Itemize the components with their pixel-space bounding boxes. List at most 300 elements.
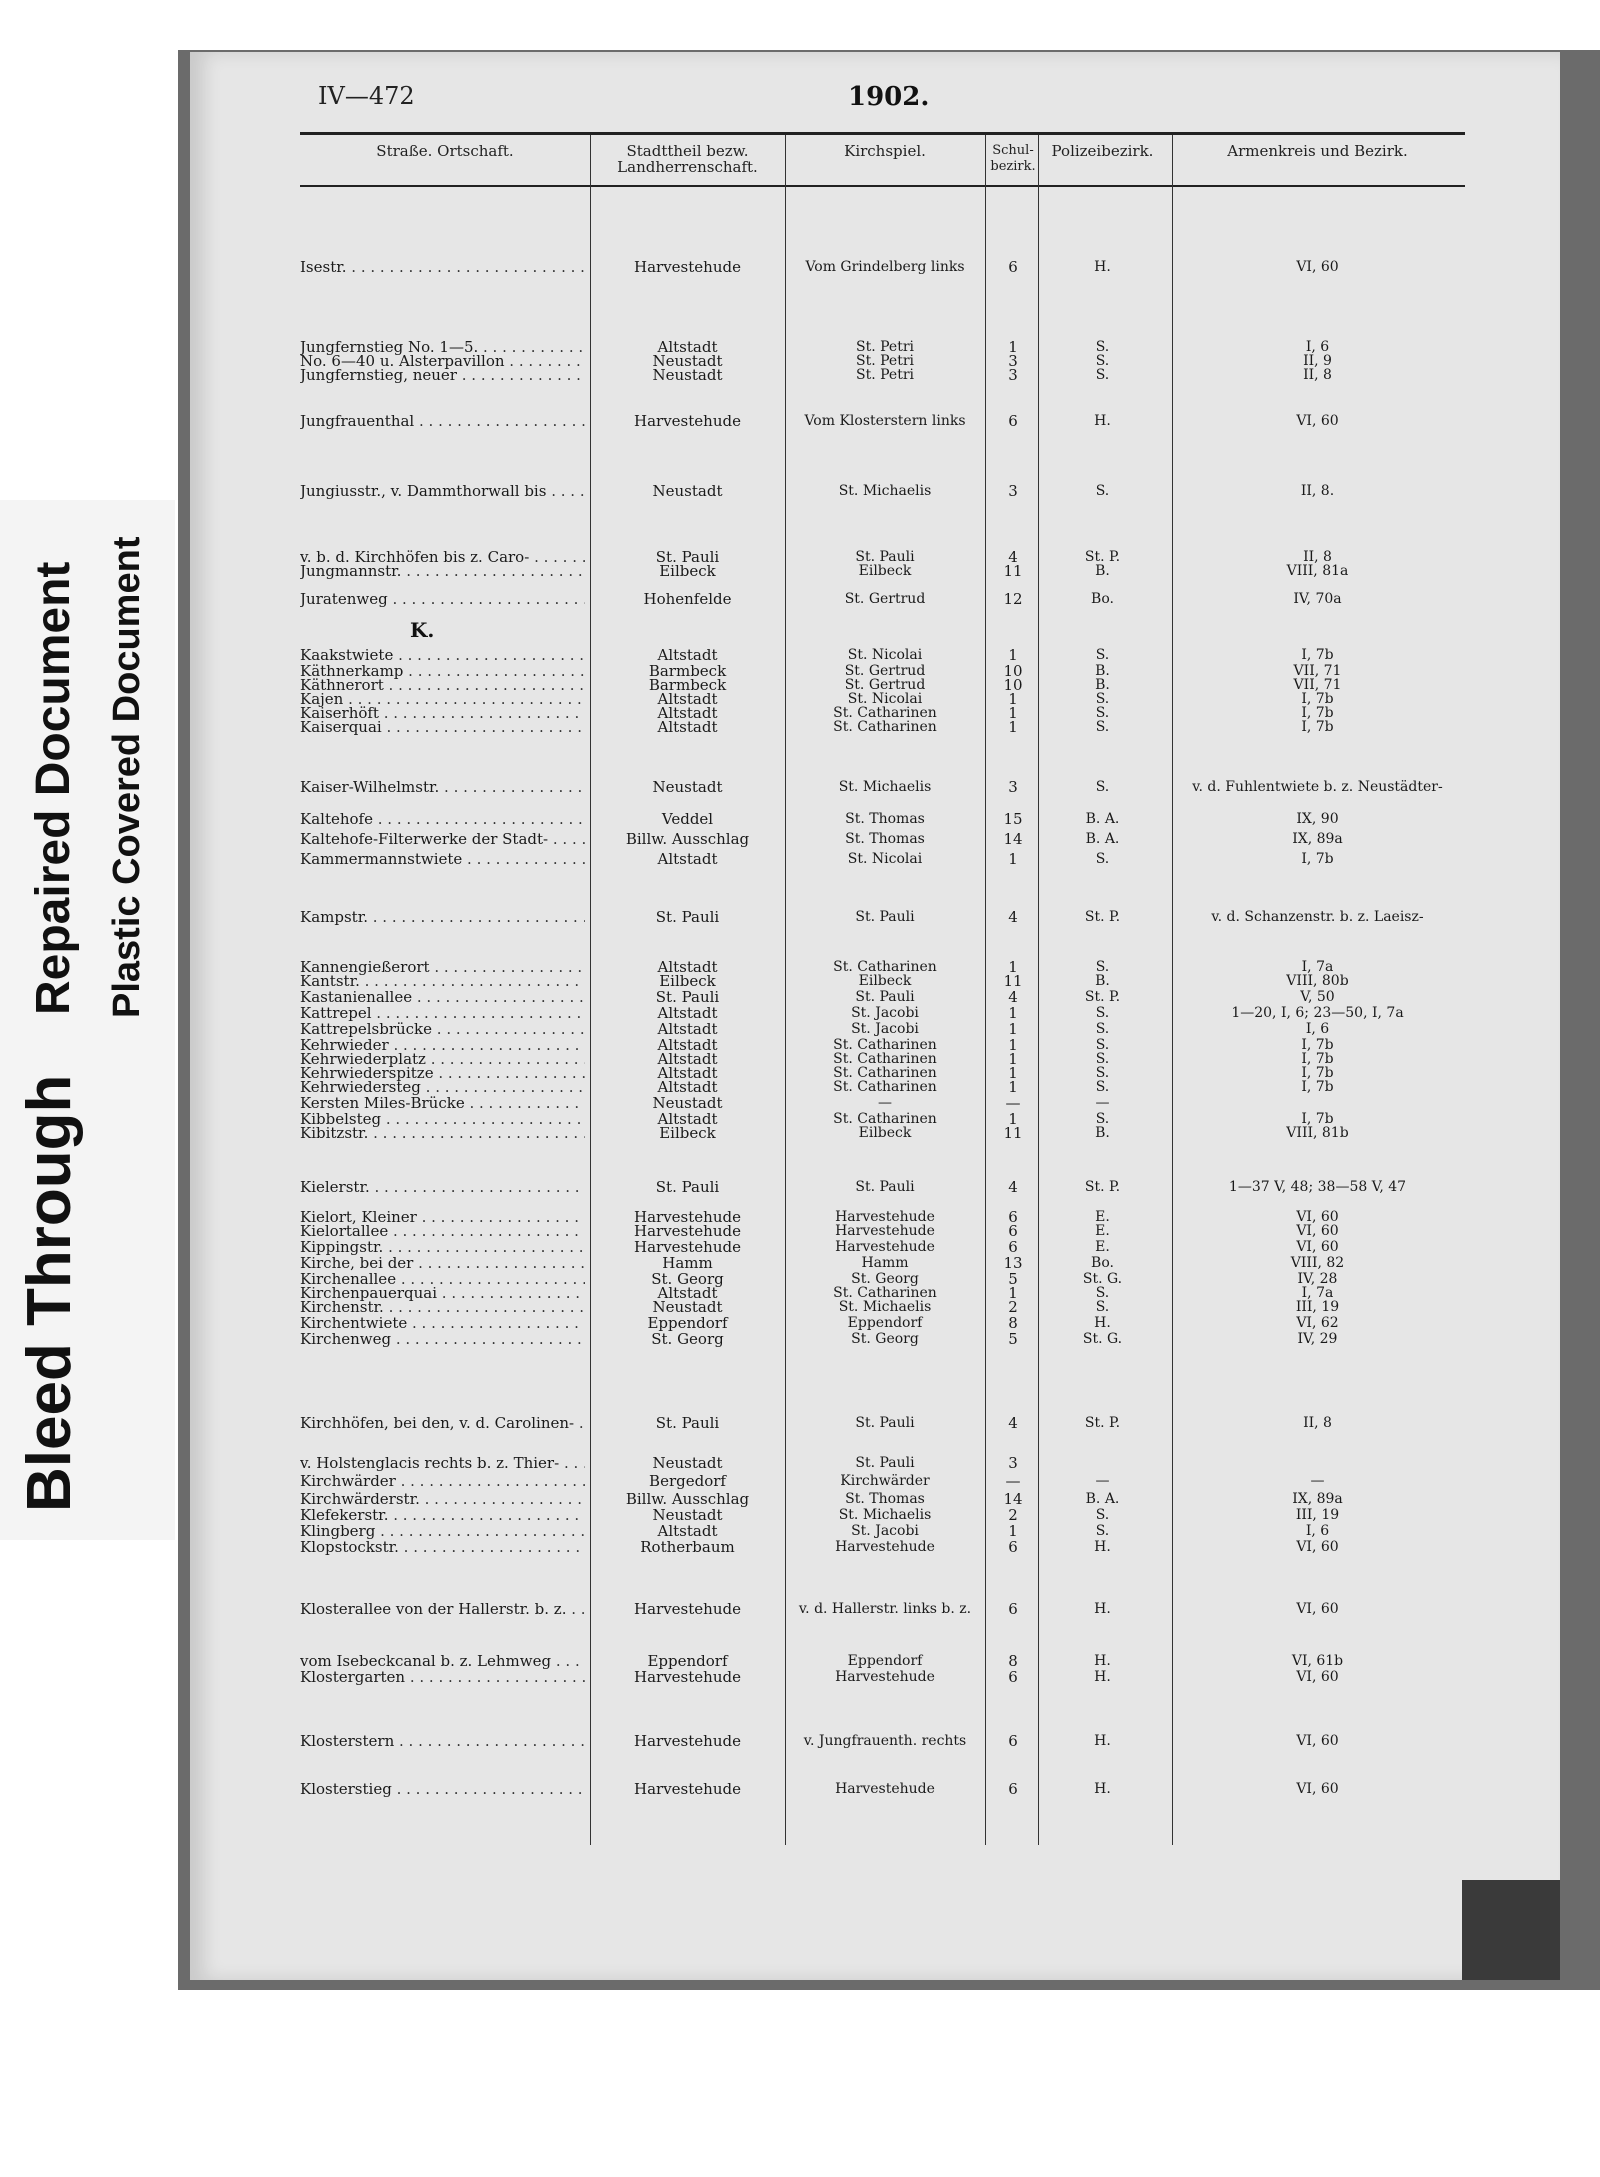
table-row <box>300 1732 1465 1750</box>
scan-edge-strip <box>1462 1880 1560 1980</box>
cell-parish: St. Pauli <box>855 1179 915 1195</box>
cell-police: Bo. <box>1091 591 1114 607</box>
cell-circle: V, 50 <box>1300 989 1335 1005</box>
cell-police: B. A. <box>1085 811 1120 827</box>
header-police: Polizeibezirk. <box>1051 142 1154 160</box>
cell-circle: IV, 70a <box>1293 591 1342 607</box>
bleed-through-label: Bleed Through <box>15 1074 84 1512</box>
cell-police: St. P. <box>1084 989 1121 1005</box>
cell-police: H. <box>1094 1601 1111 1617</box>
cell-district: St. Georg <box>651 1330 724 1348</box>
cell-police: S. <box>1095 779 1110 795</box>
cell-street: Kampstr. . . . <box>300 908 585 926</box>
cell-circle: II, 8 <box>1303 367 1332 383</box>
cell-circle: II, 9 <box>1303 353 1332 369</box>
cell-school: 6 <box>1008 1208 1018 1226</box>
cell-street: Kirchenweg . . . <box>300 1330 585 1348</box>
cell-circle: II, 8 <box>1303 1415 1332 1431</box>
cell-school: 1 <box>1008 704 1018 722</box>
cell-district: Altstadt <box>657 1522 718 1540</box>
cell-parish: Eppendorf <box>847 1653 923 1669</box>
cell-district: Neustadt <box>652 352 723 370</box>
cell-district: Altstadt <box>657 1020 718 1038</box>
cell-district: Neustadt <box>652 778 723 796</box>
cell-parish: Eilbeck <box>858 1125 912 1141</box>
cell-circle: I, 7b <box>1301 1037 1334 1053</box>
cell-district: Harvestehude <box>634 1222 741 1240</box>
cell-parish: Hamm <box>861 1255 909 1271</box>
cell-parish: St. Thomas <box>845 831 925 847</box>
cell-circle: IX, 90 <box>1296 811 1339 827</box>
cell-school: 5 <box>1008 1330 1018 1348</box>
cell-police: H. <box>1094 259 1111 275</box>
header-parish: Kirchspiel. <box>844 142 926 160</box>
cell-district: Eppendorf <box>647 1652 728 1670</box>
cell-district: Barmbeck <box>648 676 727 694</box>
cell-circle: II, 8. <box>1300 483 1335 499</box>
table-row <box>300 1668 1465 1686</box>
cell-street: Jungfrauenthal . . . <box>300 412 585 430</box>
cell-circle: IX, 89a <box>1292 1491 1343 1507</box>
cell-school: 1 <box>1008 338 1018 356</box>
cell-police: B. <box>1095 973 1110 989</box>
cell-circle: VI, 60 <box>1296 1539 1339 1555</box>
cell-district: Neustadt <box>652 366 723 384</box>
cell-circle: I, 7b <box>1301 647 1334 663</box>
cell-school: 4 <box>1008 548 1018 566</box>
page-header <box>318 82 1468 122</box>
cell-district: Harvestehude <box>634 258 741 276</box>
header-street: Straße. Ortschaft. <box>376 142 514 160</box>
cell-district: Altstadt <box>657 1284 718 1302</box>
cell-school: 1 <box>1008 850 1018 868</box>
cell-parish: St. Catharinen <box>833 1285 937 1301</box>
cell-district: St. Pauli <box>655 1414 720 1432</box>
cell-school: 1 <box>1008 718 1018 736</box>
cell-circle: VI, 60 <box>1296 1239 1339 1255</box>
cell-police: B. <box>1095 563 1110 579</box>
cell-district: Altstadt <box>657 1050 718 1068</box>
cell-circle: VI, 60 <box>1296 1733 1339 1749</box>
cell-district: Billw. Ausschlag <box>625 1490 750 1508</box>
cell-district: Barmbeck <box>648 662 727 680</box>
table-row <box>300 718 1465 736</box>
cell-parish: Eilbeck <box>858 563 912 579</box>
cell-police: B. <box>1095 663 1110 679</box>
header-district: Stadttheil bezw. Landherrenschaft. <box>617 142 758 176</box>
cell-circle: VI, 60 <box>1296 1669 1339 1685</box>
cell-parish: St. Catharinen <box>833 1037 937 1053</box>
header-circle: Armenkreis und Bezirk. <box>1227 142 1408 160</box>
cell-police: St. P. <box>1084 549 1121 565</box>
cell-police: S. <box>1095 1285 1110 1301</box>
cell-parish: St. Thomas <box>845 1491 925 1507</box>
cell-street: Kirchwärderstr. . . . <box>300 1490 585 1508</box>
cell-street: Kaltehofe-Filterwerke der Stadt- . . . <box>300 830 585 848</box>
cell-parish: Harvestehude <box>835 1669 935 1685</box>
cell-parish: St. Jacobi <box>851 1021 919 1037</box>
cell-street: Kaiser-Wilhelmstr. . . . <box>300 778 585 796</box>
cell-parish: Harvestehude <box>835 1209 935 1225</box>
cell-school: 6 <box>1008 1222 1018 1240</box>
cell-street: Klosterstern . . . <box>300 1732 585 1750</box>
cell-police: S. <box>1095 1065 1110 1081</box>
cell-circle: VIII, 81b <box>1286 1125 1349 1141</box>
cell-parish: St. Pauli <box>855 1455 915 1471</box>
cell-district: Harvestehude <box>634 1732 741 1750</box>
cell-street: Kielortallee . . . <box>300 1222 585 1240</box>
cell-police: S. <box>1095 647 1110 663</box>
cell-district: Harvestehude <box>634 1668 741 1686</box>
cell-street: Kattrepel . . . <box>300 1004 585 1022</box>
cell-police: S. <box>1095 353 1110 369</box>
table-row <box>300 908 1465 926</box>
cell-parish: St. Nicolai <box>847 851 923 867</box>
cell-street: Kirchwärder . . . <box>300 1472 585 1490</box>
cell-district: Harvestehude <box>634 1238 741 1256</box>
table-row <box>300 1454 1465 1472</box>
cell-school: 1 <box>1008 646 1018 664</box>
cell-circle: I, 7b <box>1301 1079 1334 1095</box>
cell-street: Kehrwieder . . . <box>300 1036 585 1054</box>
cell-street: Kirchenstr. . . . <box>300 1298 585 1316</box>
cell-street: Jungfernstieg No. 1—5. . . . <box>300 338 585 356</box>
cell-district: Eilbeck <box>659 562 716 580</box>
cell-street: Jungmannstr. . . . <box>300 562 585 580</box>
cell-street: Kirchhöfen, bei den, v. d. Carolinen- . . . <box>300 1414 585 1432</box>
cell-street: Kirchentwiete . . . <box>300 1314 585 1332</box>
cell-district: Altstadt <box>657 690 718 708</box>
cell-parish: Vom Klosterstern links <box>804 413 966 429</box>
cell-district: Harvestehude <box>634 412 741 430</box>
cell-police: S. <box>1095 1111 1110 1127</box>
table-row <box>300 1472 1465 1490</box>
cell-parish: St. Catharinen <box>833 719 937 735</box>
cell-district: Neustadt <box>652 1454 723 1472</box>
cell-circle: I, 7a <box>1301 1285 1334 1301</box>
cell-district: Hamm <box>662 1254 713 1272</box>
cell-parish: v. Jungfrauenth. rechts <box>803 1733 967 1749</box>
cell-parish: St. Catharinen <box>833 1051 937 1067</box>
cell-street: Kaiserquai . . . <box>300 718 585 736</box>
cell-police: B. <box>1095 1125 1110 1141</box>
cell-parish: Kirchwärder <box>840 1473 930 1489</box>
plastic-covered-label: Plastic Covered Document <box>106 536 148 1018</box>
cell-school: 6 <box>1008 412 1018 430</box>
cell-police: S. <box>1095 1523 1110 1539</box>
cell-circle: IV, 29 <box>1297 1331 1338 1347</box>
cell-police: — <box>1095 1095 1110 1111</box>
cell-school: 6 <box>1008 1238 1018 1256</box>
page-number: IV—472 <box>318 82 415 110</box>
cell-police: H. <box>1094 1669 1111 1685</box>
cell-school: 1 <box>1008 1064 1018 1082</box>
cell-street: Kannengießerort . . . <box>300 958 585 976</box>
cell-parish: St. Catharinen <box>833 1079 937 1095</box>
cell-school: 6 <box>1008 1780 1018 1798</box>
cell-parish: St. Michaelis <box>838 1507 932 1523</box>
cell-school: 2 <box>1008 1298 1018 1316</box>
sidebar-labels <box>0 0 180 2177</box>
repaired-document-label: Repaired Document <box>27 561 80 1015</box>
cell-parish: St. Petri <box>856 353 914 369</box>
cell-circle: I, 6 <box>1305 1021 1330 1037</box>
cell-school: 11 <box>1003 1124 1023 1142</box>
cell-street: No. 6—40 u. Alsterpavillon . . . <box>300 352 585 370</box>
cell-police: S. <box>1095 719 1110 735</box>
cell-police: S. <box>1095 1005 1110 1021</box>
cell-parish: St. Gertrud <box>844 663 926 679</box>
cell-parish: St. Pauli <box>855 909 915 925</box>
cell-police: B. A. <box>1085 1491 1120 1507</box>
cell-police: H. <box>1094 1653 1111 1669</box>
cell-street: v. Holstenglacis rechts b. z. Thier- . . . <box>300 1454 585 1472</box>
table-row <box>300 1414 1465 1432</box>
cell-street: Kaiserhöft . . . <box>300 704 585 722</box>
cell-street: Kajen . . . <box>300 690 585 708</box>
cell-parish: St. Thomas <box>845 811 925 827</box>
cell-school: 5 <box>1008 1270 1018 1288</box>
table-row <box>300 810 1465 828</box>
cell-district: Altstadt <box>657 338 718 356</box>
cell-street: Kehrwiederspitze . . . <box>300 1064 585 1082</box>
cell-parish: v. d. Hallerstr. links b. z. <box>798 1601 972 1617</box>
table-row <box>300 590 1465 608</box>
cell-street: Kammermannstwiete . . . <box>300 850 585 868</box>
table-row <box>300 778 1465 796</box>
cell-circle: I, 7b <box>1301 1065 1334 1081</box>
cell-school: 1 <box>1008 1078 1018 1096</box>
cell-school: 6 <box>1008 1538 1018 1556</box>
cell-circle: 1—37 V, 48; 38—58 V, 47 <box>1228 1179 1407 1195</box>
cell-circle: I, 6 <box>1305 1523 1330 1539</box>
table-row <box>300 1124 1465 1142</box>
cell-circle: VI, 60 <box>1296 413 1339 429</box>
cell-circle: VIII, 81a <box>1286 563 1349 579</box>
cell-circle: III, 19 <box>1295 1507 1340 1523</box>
cell-school: 14 <box>1003 1490 1023 1508</box>
cell-street: Kastanienallee . . . <box>300 988 585 1006</box>
cell-street: Jungfernstieg, neuer . . . <box>300 366 585 384</box>
cell-district: Neustadt <box>652 1506 723 1524</box>
cell-district: Billw. Ausschlag <box>625 830 750 848</box>
cell-school: 8 <box>1008 1652 1018 1670</box>
cell-circle: I, 7b <box>1301 719 1334 735</box>
cell-parish: St. Catharinen <box>833 705 937 721</box>
cell-circle: VI, 60 <box>1296 1601 1339 1617</box>
table-row <box>300 1538 1465 1556</box>
cell-parish: Eppendorf <box>847 1315 923 1331</box>
cell-parish: Eilbeck <box>858 973 912 989</box>
cell-police: St. G. <box>1082 1331 1123 1347</box>
cell-district: Rotherbaum <box>640 1538 735 1556</box>
cell-school: 10 <box>1003 662 1023 680</box>
cell-street: Kielort, Kleiner . . . <box>300 1208 585 1226</box>
cell-street: Kippingstr. . . . <box>300 1238 585 1256</box>
cell-circle: I, 7a <box>1301 959 1334 975</box>
cell-police: S. <box>1095 1507 1110 1523</box>
cell-school: 10 <box>1003 676 1023 694</box>
cell-parish: St. Michaelis <box>838 779 932 795</box>
cell-street: Käthnerkamp . . . <box>300 662 585 680</box>
cell-circle: VIII, 82 <box>1290 1255 1345 1271</box>
cell-circle: VI, 60 <box>1296 1781 1339 1797</box>
cell-circle: VI, 60 <box>1296 259 1339 275</box>
cell-school: 11 <box>1003 972 1023 990</box>
cell-school: 3 <box>1008 366 1018 384</box>
cell-street: Klefekerstr. . . . <box>300 1506 585 1524</box>
cell-police: S. <box>1095 691 1110 707</box>
cell-parish: St. Jacobi <box>851 1005 919 1021</box>
cell-school: 13 <box>1003 1254 1023 1272</box>
cell-circle: VI, 60 <box>1296 1209 1339 1225</box>
cell-street: Juratenweg . . . <box>300 590 585 608</box>
cell-parish: St. Michaelis <box>838 1299 932 1315</box>
cell-school: 14 <box>1003 830 1023 848</box>
cell-circle: I, 6 <box>1305 339 1330 355</box>
cell-street: Kibitzstr. . . . <box>300 1124 585 1142</box>
cell-street: v. b. d. Kirchhöfen bis z. Caro- . . . <box>300 548 585 566</box>
cell-circle: I, 7b <box>1301 705 1334 721</box>
cell-district: Altstadt <box>657 958 718 976</box>
cell-school: 1 <box>1008 1284 1018 1302</box>
cell-street: Kibbelsteg . . . <box>300 1110 585 1128</box>
cell-school: 12 <box>1003 590 1023 608</box>
cell-parish: St. Catharinen <box>833 1065 937 1081</box>
cell-school: 1 <box>1008 1522 1018 1540</box>
cell-police: S. <box>1095 1021 1110 1037</box>
cell-district: Harvestehude <box>634 1600 741 1618</box>
cell-parish: St. Pauli <box>855 549 915 565</box>
cell-circle: VI, 60 <box>1296 1223 1339 1239</box>
cell-school: 1 <box>1008 958 1018 976</box>
cell-police: Bo. <box>1091 1255 1114 1271</box>
cell-school: 2 <box>1008 1506 1018 1524</box>
cell-parish: Harvestehude <box>835 1539 935 1555</box>
cell-street: Kirchenallee . . . <box>300 1270 585 1288</box>
cell-district: St. Pauli <box>655 988 720 1006</box>
cell-police: S. <box>1095 339 1110 355</box>
cell-police: St. G. <box>1082 1271 1123 1287</box>
cell-street: Kehrwiedersteg . . . <box>300 1078 585 1096</box>
cell-circle: I, 7b <box>1301 851 1334 867</box>
cell-street: Kielerstr. . . . <box>300 1178 585 1196</box>
cell-circle: I, 7b <box>1301 1111 1334 1127</box>
cell-school: 15 <box>1003 810 1023 828</box>
table-row <box>300 412 1465 430</box>
cell-parish: St. Nicolai <box>847 647 923 663</box>
cell-parish: St. Petri <box>856 367 914 383</box>
table-row <box>300 258 1465 276</box>
cell-school: 1 <box>1008 1004 1018 1022</box>
cell-police: B. A. <box>1085 831 1120 847</box>
cell-district: Altstadt <box>657 704 718 722</box>
cell-school: — <box>1005 1472 1021 1490</box>
cell-police: S. <box>1095 705 1110 721</box>
cell-parish: St. Jacobi <box>851 1523 919 1539</box>
cell-district: Eppendorf <box>647 1314 728 1332</box>
cell-parish: St. Gertrud <box>844 677 926 693</box>
cell-school: 4 <box>1008 1178 1018 1196</box>
cell-circle: — <box>1310 1473 1325 1489</box>
cell-street: Isestr. . . . <box>300 258 585 276</box>
header-school: Schul-bezirk. <box>990 143 1036 174</box>
cell-police: E. <box>1095 1223 1110 1239</box>
cell-district: Eilbeck <box>659 972 716 990</box>
table-row <box>300 830 1465 848</box>
directory-table <box>300 132 1465 187</box>
cell-district: Altstadt <box>657 1110 718 1128</box>
cell-parish: St. Georg <box>851 1271 919 1287</box>
page-year: 1902. <box>848 82 930 112</box>
cell-circle: VIII, 80b <box>1286 973 1349 989</box>
cell-district: St. Georg <box>651 1270 724 1288</box>
cell-circle: VII, 71 <box>1293 663 1342 679</box>
cell-circle: v. d. Schanzenstr. b. z. Laeisz- <box>1211 909 1424 925</box>
cell-street: Kersten Miles-Brücke . . . <box>300 1094 585 1112</box>
table-row <box>300 1178 1465 1196</box>
cell-police: B. <box>1095 677 1110 693</box>
cell-school: 1 <box>1008 1020 1018 1038</box>
cell-street: Kaakstwiete . . . <box>300 646 585 664</box>
cell-police: St. P. <box>1084 1179 1121 1195</box>
table-row <box>300 562 1465 580</box>
cell-street: Jungiusstr., v. Dammthorwall bis . . . <box>300 482 585 500</box>
cell-district: Altstadt <box>657 1078 718 1096</box>
cell-school: 1 <box>1008 1050 1018 1068</box>
cell-school: 6 <box>1008 1668 1018 1686</box>
cell-school: 1 <box>1008 1036 1018 1054</box>
table-row <box>300 1330 1465 1348</box>
cell-parish: St. Gertrud <box>844 591 926 607</box>
cell-district: Hohenfelde <box>643 590 732 608</box>
cell-parish: Vom Grindelberg links <box>805 259 965 275</box>
cell-circle: VII, 71 <box>1293 677 1342 693</box>
cell-street: Klosterallee von der Hallerstr. b. z. . . . <box>300 1600 585 1618</box>
cell-district: Altstadt <box>657 1004 718 1022</box>
cell-circle: 1—20, I, 6; 23—50, I, 7a <box>1231 1005 1404 1021</box>
cell-school: 4 <box>1008 1414 1018 1432</box>
cell-street: Kaltehofe . . . <box>300 810 585 828</box>
cell-circle: IX, 89a <box>1292 831 1343 847</box>
cell-street: Kirche, bei der . . . <box>300 1254 585 1272</box>
cell-parish: St. Petri <box>856 339 914 355</box>
cell-school: 3 <box>1008 352 1018 370</box>
cell-police: S. <box>1095 367 1110 383</box>
cell-police: S. <box>1095 959 1110 975</box>
cell-police: E. <box>1095 1239 1110 1255</box>
cell-district: Altstadt <box>657 646 718 664</box>
cell-police: St. P. <box>1084 909 1121 925</box>
cell-parish: St. Catharinen <box>833 959 937 975</box>
cell-district: Eilbeck <box>659 1124 716 1142</box>
table-row <box>300 482 1465 500</box>
cell-district: Harvestehude <box>634 1780 741 1798</box>
cell-police: H. <box>1094 1315 1111 1331</box>
cell-circle: v. d. Fuhlentwiete b. z. Neustädter- <box>1192 779 1443 795</box>
cell-police: St. P. <box>1084 1415 1121 1431</box>
cell-parish: St. Michaelis <box>838 483 932 499</box>
cell-street: Kirchenpauerquai . . . <box>300 1284 585 1302</box>
cell-district: Harvestehude <box>634 1208 741 1226</box>
table-row <box>300 850 1465 868</box>
cell-school: — <box>1005 1094 1021 1112</box>
cell-police: — <box>1095 1473 1110 1489</box>
cell-parish: Harvestehude <box>835 1223 935 1239</box>
cell-police: E. <box>1095 1209 1110 1225</box>
cell-school: 3 <box>1008 1454 1018 1472</box>
cell-district: Bergedorf <box>649 1472 726 1490</box>
